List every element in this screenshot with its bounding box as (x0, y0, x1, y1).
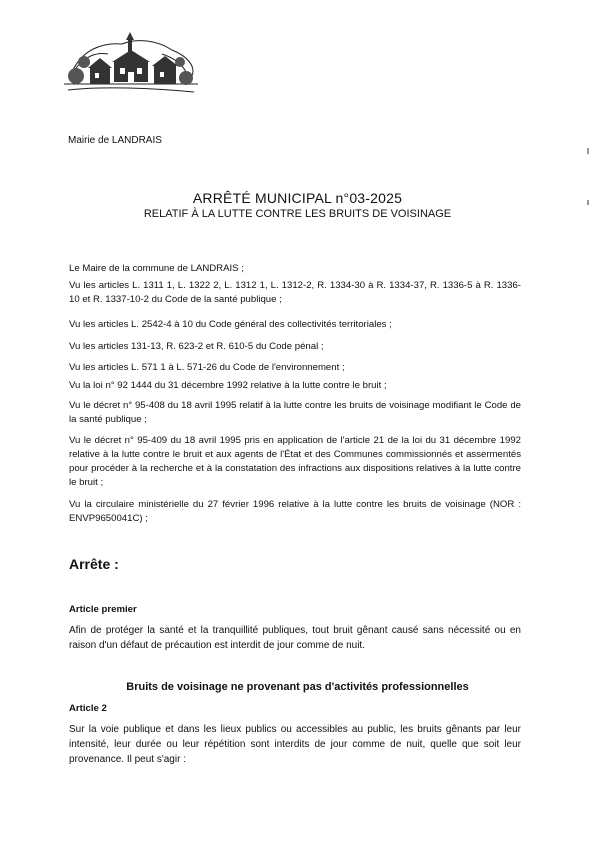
visa-maire: Le Maire de la commune de LANDRAIS ; (69, 263, 244, 274)
mairie-label: Mairie de LANDRAIS (68, 135, 162, 146)
visa-code-penal: Vu les articles 131-13, R. 623-2 et R. 610-5 du Code pénal ; (69, 341, 324, 352)
article-2-title: Article 2 (69, 703, 107, 714)
visa-loi-1992: Vu la loi n° 92 1444 du 31 décembre 1992 relative à la lutte contre le bruit ; (69, 380, 387, 391)
article-premier-text: Afin de protéger la santé et la tranquillité publiques, tout bruit gênant causé sans nécessité ou en raison d'un défaut de précaution est interdit de jour comme de nuit. (69, 625, 521, 651)
document-title: ARRÊTÉ MUNICIPAL n°03-2025 (192, 190, 403, 206)
document-subtitle: RELATIF À LA LUTTE CONTRE LES BRUITS DE VOISINAGE (143, 208, 452, 220)
article-2-text: Sur la voie publique et dans les lieux publics ou accessibles au public, les bruits gênants par leur intensité, leur durée ou leur répétition sont interdits de jour comme de nuit, quelle que soit leur provenance. Il peut s'agir : (69, 724, 521, 765)
village-logo (62, 32, 200, 106)
visa-environnement: Vu les articles L. 571 1 à L. 571-26 du Code de l'environnement ; (69, 362, 345, 373)
scan-edge-mark (587, 200, 589, 205)
visa-circulaire: Vu la circulaire ministérielle du 27 février 1996 relative à la lutte contre les bruits de voisinage (NOR : ENVP9650041C) ; (69, 499, 521, 524)
visa-sante-publique: Vu les articles L. 1311 1, L. 1322 2, L. 1312 1, L. 1312-2, R. 1334-30 à R. 1334-37, R. 1336-5 à R. 1336-10 et R. 1337-10-2 du Code de la santé publique ; (69, 280, 521, 305)
scan-edge-mark (587, 148, 589, 154)
arrete-heading: Arrête : (69, 556, 119, 572)
section-heading: Bruits de voisinage ne provenant pas d'activités professionnelles (126, 681, 469, 693)
visa-decret-95-409: Vu le décret n° 95-409 du 18 avril 1995 pris en application de l'article 21 de la loi du 31 décembre 1992 relative à la lutte contre le bruit et aux agents de l'État et des Communes commissionnés et assermentés pour procéder à la recherche et à la constatation des infractions aux dispositions relatives à la lutte contre le bruit ; (69, 435, 521, 488)
visa-decret-95-408: Vu le décret n° 95-408 du 18 avril 1995 relatif à la lutte contre les bruits de voisinage modifiant le Code de la santé publique ; (69, 400, 521, 425)
article-premier-title: Article premier (69, 604, 137, 615)
visa-collectivites: Vu les articles L. 2542-4 à 10 du Code général des collectivités territoriales ; (69, 319, 392, 330)
